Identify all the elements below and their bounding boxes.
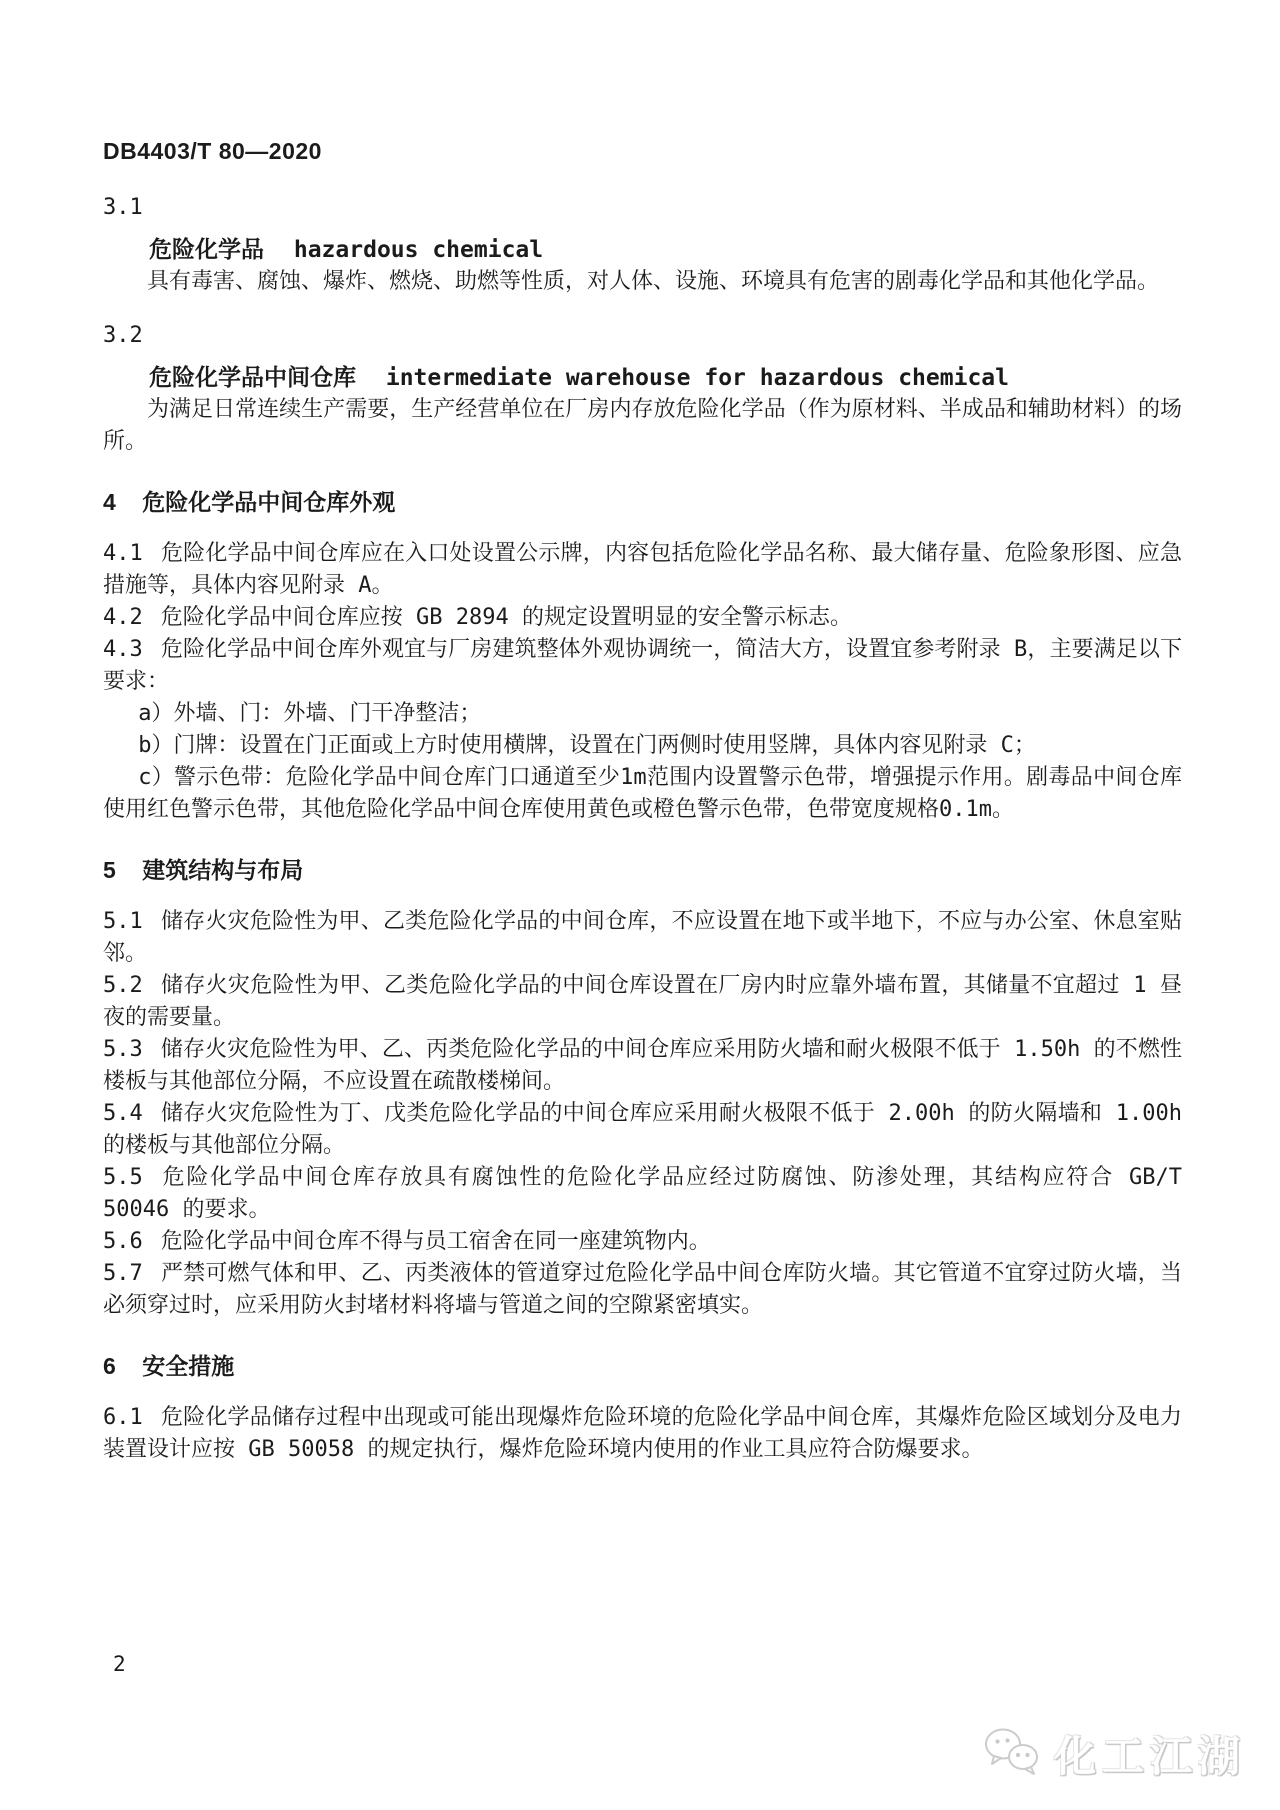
clause-5-3-text: 储存火灾危险性为甲、乙、丙类危险化学品的中间仓库应采用防火墙和耐火极限不低于 1.50h 的不燃性楼板与其他部位分隔，不应设置在疏散楼梯间。 bbox=[103, 1037, 1182, 1094]
clause-5-1 bbox=[103, 906, 1182, 970]
clause-4-1-text: 危险化学品中间仓库应在入口处设置公示牌，内容包括危险化学品名称、最大储存量、危险象形图、应急措施等，具体内容见附录 A。 bbox=[103, 541, 1182, 598]
section-4-number: 4 bbox=[103, 489, 116, 515]
clause-number-3-2: 3.2 bbox=[103, 323, 143, 348]
section-4-title: 危险化学品中间仓库外观 bbox=[142, 489, 396, 515]
term-3-1-definition: 具有毒害、腐蚀、爆炸、燃烧、助燃等性质，对人体、设施、环境具有危害的剧毒化学品和其他化学品。 bbox=[147, 269, 1160, 294]
term-3-2-english: intermediate warehouse for hazardous chemical bbox=[385, 365, 1009, 391]
clause-4-2 bbox=[103, 602, 1182, 634]
clause-5-7-number: 5.7 bbox=[103, 1261, 143, 1286]
list-item-b: b）门牌：设置在门正面或上方时使用横牌，设置在门两侧时使用竖牌，具体内容见附录 C； bbox=[138, 733, 1036, 758]
clause-6-1-text: 危险化学品储存过程中出现或可能出现爆炸危险环境的危险化学品中间仓库，其爆炸危险区域划分及电力装置设计应按 GB 50058 的规定执行，爆炸危险环境内使用的作业工具应符合防爆要求。 bbox=[103, 1405, 1182, 1462]
clause-5-5-text: 危险化学品中间仓库存放具有腐蚀性的危险化学品应经过防腐蚀、防渗处理，其结构应符合 GB/T 50046 的要求。 bbox=[103, 1165, 1182, 1222]
clause-5-7-text: 严禁可燃气体和甲、乙、丙类液体的管道穿过危险化学品中间仓库防火墙。其它管道不宜穿过防火墙，当必须穿过时，应采用防火封堵材料将墙与管道之间的空隙紧密填实。 bbox=[103, 1261, 1182, 1318]
clause-5-3 bbox=[103, 1034, 1182, 1098]
clause-5-2 bbox=[103, 970, 1182, 1034]
list-item-c: c）警示色带：危险化学品中间仓库门口通道至少1m范围内设置警示色带，增强提示作用。剧毒品中间仓库使用红色警示色带，其他危险化学品中间仓库使用黄色或橙色警示色带，色带宽度规格0.1m。 bbox=[103, 765, 1182, 822]
clause-5-6 bbox=[103, 1226, 1182, 1258]
clause-5-2-number: 5.2 bbox=[103, 973, 143, 998]
section-5-number: 5 bbox=[103, 857, 116, 883]
clause-4-3-text: 危险化学品中间仓库外观宜与厂房建筑整体外观协调统一，简洁大方，设置宜参考附录 B，主要满足以下要求： bbox=[103, 637, 1182, 694]
term-3-2-chinese: 危险化学品中间仓库 bbox=[149, 365, 356, 391]
term-3-1 bbox=[103, 234, 1182, 266]
clause-5-6-text: 危险化学品中间仓库不得与员工宿舍在同一座建筑物内。 bbox=[160, 1229, 711, 1254]
standard-number: DB4403/T 80—2020 bbox=[103, 138, 322, 164]
watermark bbox=[982, 1724, 1246, 1784]
clause-5-4-text: 储存火灾危险性为丁、戊类危险化学品的中间仓库应采用耐火极限不低于 2.00h 的防火隔墙和 1.00h 的楼板与其他部位分隔。 bbox=[103, 1101, 1182, 1158]
clause-5-5 bbox=[103, 1162, 1182, 1226]
clause-5-1-text: 储存火灾危险性为甲、乙类危险化学品的中间仓库，不应设置在地下或半地下，不应与办公室、休息室贴邻。 bbox=[103, 909, 1182, 966]
clause-5-1-number: 5.1 bbox=[103, 909, 143, 934]
section-6-title: 安全措施 bbox=[142, 1353, 235, 1379]
section-4-heading bbox=[103, 486, 1182, 518]
term-3-1-chinese: 危险化学品 bbox=[149, 237, 264, 263]
watermark-label: 化工江湖 bbox=[1053, 1733, 1246, 1780]
clause-6-1 bbox=[103, 1402, 1182, 1466]
clause-4-1 bbox=[103, 538, 1182, 602]
section-6-heading bbox=[103, 1350, 1182, 1382]
list-item-a: a）外墙、门：外墙、门干净整洁； bbox=[138, 701, 482, 726]
clause-4-2-number: 4.2 bbox=[103, 605, 143, 630]
term-3-2-definition: 为满足日常连续生产需要，生产经营单位在厂房内存放危险化学品（作为原材料、半成品和辅助材料）的场所。 bbox=[103, 397, 1182, 454]
clause-6-1-number: 6.1 bbox=[103, 1405, 143, 1430]
clause-5-3-number: 5.3 bbox=[103, 1037, 143, 1062]
clause-4-2-text: 危险化学品中间仓库应按 GB 2894 的规定设置明显的安全警示标志。 bbox=[160, 605, 852, 630]
term-3-2 bbox=[103, 362, 1182, 394]
clause-number-3-1: 3.1 bbox=[103, 195, 143, 220]
clause-5-4 bbox=[103, 1098, 1182, 1162]
clause-5-6-number: 5.6 bbox=[103, 1229, 143, 1254]
section-5-heading bbox=[103, 854, 1182, 886]
page-number: 2 bbox=[113, 1652, 126, 1676]
term-3-1-english: hazardous chemical bbox=[293, 237, 544, 263]
clause-5-4-number: 5.4 bbox=[103, 1101, 143, 1126]
clause-4-3-number: 4.3 bbox=[103, 637, 143, 662]
wechat-logo-icon bbox=[982, 1725, 1044, 1783]
section-6-number: 6 bbox=[103, 1353, 116, 1379]
clause-5-7 bbox=[103, 1258, 1182, 1322]
section-5-title: 建筑结构与布局 bbox=[142, 857, 304, 883]
clause-4-1-number: 4.1 bbox=[103, 541, 143, 566]
clause-4-3 bbox=[103, 634, 1182, 698]
clause-5-5-number: 5.5 bbox=[103, 1165, 143, 1190]
clause-5-2-text: 储存火灾危险性为甲、乙类危险化学品的中间仓库设置在厂房内时应靠外墙布置，其储量不宜超过 1 昼夜的需要量。 bbox=[103, 973, 1182, 1030]
